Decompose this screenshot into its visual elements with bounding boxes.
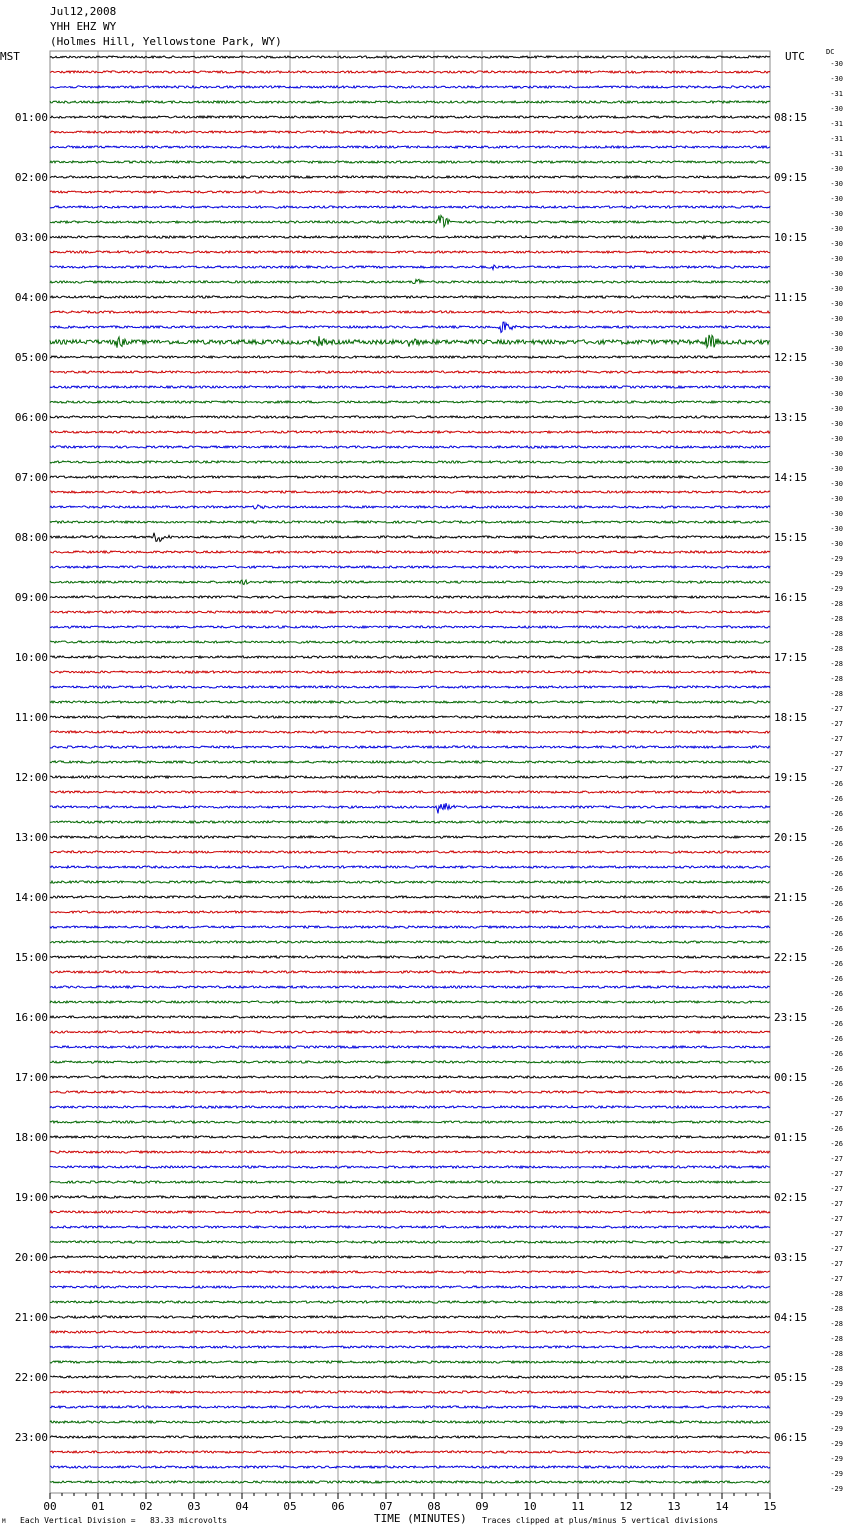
trace-line [50, 1136, 770, 1138]
trace-line [50, 1346, 770, 1348]
trace-line [50, 821, 770, 823]
mst-hour-label: 13:00 [14, 831, 48, 844]
trace-line [50, 956, 770, 958]
dc-offset-label: -30 [830, 330, 843, 338]
trace-line [50, 279, 770, 283]
dc-offset-label: -28 [830, 660, 843, 668]
mst-hour-label: 02:00 [14, 171, 48, 184]
trace-line [50, 1091, 770, 1093]
dc-offset-label: -30 [830, 75, 843, 83]
trace-line [50, 176, 770, 178]
x-tick-label: 15 [763, 1500, 777, 1513]
trace-line [50, 371, 770, 373]
utc-hour-label: 05:15 [774, 1371, 808, 1384]
dc-offset-label: -30 [830, 225, 843, 233]
dc-offset-label: -26 [830, 1035, 843, 1043]
trace-line [50, 580, 770, 585]
mst-hour-label: 15:00 [14, 951, 48, 964]
dc-offset-label: -26 [830, 795, 843, 803]
dc-offset-label: -28 [830, 690, 843, 698]
dc-offset-label: -31 [830, 150, 843, 158]
trace-line [50, 746, 770, 748]
trace-line [50, 1286, 770, 1288]
dc-offset-label: -26 [830, 870, 843, 878]
trace-line [50, 416, 770, 418]
dc-offset-label: -26 [830, 975, 843, 983]
dc-offset-label: -30 [830, 60, 843, 68]
x-tick-label: 12 [619, 1500, 633, 1513]
utc-hour-label: 09:15 [774, 171, 808, 184]
dc-offset-label: -27 [830, 1260, 843, 1268]
mst-hour-label: 14:00 [14, 891, 48, 904]
dc-offset-label: -30 [830, 525, 843, 533]
dc-offset-label: -28 [830, 630, 843, 638]
trace-line [50, 1226, 770, 1228]
dc-offset-label: -29 [830, 1425, 843, 1433]
dc-offset-label: -26 [830, 1080, 843, 1088]
trace-line [50, 971, 770, 973]
date-label: Jul12,2008 [50, 5, 117, 18]
trace-line [50, 356, 770, 358]
utc-hour-label: 21:15 [774, 891, 808, 904]
trace-line [50, 1031, 770, 1033]
trace-line [50, 431, 770, 433]
mst-hour-label: 10:00 [14, 651, 48, 664]
mst-hour-label: 23:00 [14, 1431, 48, 1444]
trace-line [50, 1376, 770, 1378]
dc-offset-label: -30 [830, 390, 843, 398]
trace-line [50, 461, 770, 463]
trace-line [50, 1211, 770, 1213]
utc-hour-label: 06:15 [774, 1431, 808, 1444]
dc-offset-label: -26 [830, 990, 843, 998]
trace-line [50, 1466, 770, 1468]
trace-line [50, 731, 770, 733]
trace-line [50, 1061, 770, 1063]
dc-offset-label: -30 [830, 540, 843, 548]
trace-line [50, 146, 770, 148]
utc-hour-label: 03:15 [774, 1251, 808, 1264]
trace-line [50, 1421, 770, 1423]
x-tick-label: 08 [427, 1500, 441, 1513]
dc-offset-label: -30 [830, 435, 843, 443]
trace-line [50, 311, 770, 313]
trace-line [50, 881, 770, 883]
trace-line [50, 1391, 770, 1393]
x-tick-label: 07 [379, 1500, 393, 1513]
trace-line [50, 1151, 770, 1153]
dc-offset-label: -28 [830, 1290, 843, 1298]
utc-hour-label: 13:15 [774, 411, 808, 424]
x-axis-title: TIME (MINUTES) [374, 1512, 467, 1525]
dc-offset-label: -29 [830, 1485, 843, 1493]
trace-line [50, 776, 770, 778]
x-tick-label: 11 [571, 1500, 585, 1513]
trace-line [50, 671, 770, 673]
dc-offset-label: -27 [830, 1170, 843, 1178]
trace-line [50, 803, 770, 813]
dc-offset-label: -30 [830, 450, 843, 458]
trace-line [50, 896, 770, 898]
trace-line [50, 56, 770, 58]
trace-line [50, 986, 770, 988]
dc-offset-label: -28 [830, 645, 843, 653]
x-tick-label: 14 [715, 1500, 729, 1513]
x-tick-label: 01 [91, 1500, 105, 1513]
trace-line [50, 866, 770, 868]
trace-line [50, 236, 770, 239]
dc-offset-label: -30 [830, 495, 843, 503]
trace-line [50, 1301, 770, 1303]
trace-line [50, 206, 770, 208]
mst-hour-label: 22:00 [14, 1371, 48, 1384]
utc-hour-label: 01:15 [774, 1131, 808, 1144]
dc-offset-label: -29 [830, 1395, 843, 1403]
dc-offset-label: -29 [830, 585, 843, 593]
utc-hour-label: 02:15 [774, 1191, 808, 1204]
trace-line [50, 265, 770, 270]
dc-offset-label: -26 [830, 780, 843, 788]
dc-offset-label: -30 [830, 420, 843, 428]
trace-line [50, 476, 770, 478]
trace-line [50, 131, 770, 133]
corner-mark: M [2, 1518, 6, 1525]
dc-offset-label: -31 [830, 120, 843, 128]
x-tick-label: 03 [187, 1500, 201, 1513]
trace-line [50, 386, 770, 388]
x-tick-label: 10 [523, 1500, 537, 1513]
dc-offset-label: -30 [830, 240, 843, 248]
trace-line [50, 941, 770, 943]
trace-line [50, 1121, 770, 1123]
dc-offset-label: -29 [830, 555, 843, 563]
trace-line [50, 71, 770, 73]
dc-offset-label: -26 [830, 1020, 843, 1028]
dc-offset-label: -26 [830, 825, 843, 833]
dc-offset-label: -30 [830, 180, 843, 188]
station-label: YHH EHZ WY [50, 20, 117, 33]
dc-offset-label: -30 [830, 405, 843, 413]
utc-hour-label: 15:15 [774, 531, 808, 544]
dc-offset-label: -27 [830, 1275, 843, 1283]
trace-line [50, 1181, 770, 1183]
mst-hour-label: 16:00 [14, 1011, 48, 1024]
dc-offset-label: -29 [830, 1470, 843, 1478]
trace-line [50, 1256, 770, 1258]
trace-line [50, 836, 770, 838]
trace-line [50, 611, 770, 613]
dc-offset-label: -30 [830, 270, 843, 278]
dc-offset-label: -30 [830, 300, 843, 308]
mst-hour-label: 04:00 [14, 291, 48, 304]
dc-offset-label: -27 [830, 1215, 843, 1223]
dc-offset-label: -28 [830, 675, 843, 683]
dc-offset-label: -30 [830, 510, 843, 518]
trace-line [50, 191, 770, 193]
dc-axis-label: DC [826, 48, 835, 56]
trace-line [50, 686, 770, 688]
trace-line [50, 1196, 770, 1198]
trace-line [50, 1076, 770, 1078]
trace-line [50, 1016, 770, 1018]
dc-offset-label: -26 [830, 855, 843, 863]
dc-offset-label: -30 [830, 255, 843, 263]
utc-hour-label: 16:15 [774, 591, 808, 604]
trace-line [50, 596, 770, 598]
dc-offset-label: -31 [830, 90, 843, 98]
dc-offset-label: -26 [830, 1095, 843, 1103]
trace-line [50, 335, 770, 348]
utc-hour-label: 12:15 [774, 351, 808, 364]
mst-hour-label: 07:00 [14, 471, 48, 484]
clip-note: Traces clipped at plus/minus 5 vertical divisions [482, 1516, 719, 1525]
dc-offset-label: -29 [830, 570, 843, 578]
dc-offset-label: -26 [830, 1050, 843, 1058]
dc-offset-label: -27 [830, 1110, 843, 1118]
dc-offset-label: -26 [830, 1065, 843, 1073]
trace-line [50, 491, 770, 493]
trace-line [50, 1241, 770, 1243]
mst-hour-label: 09:00 [14, 591, 48, 604]
x-tick-label: 00 [43, 1500, 57, 1513]
mst-axis-label: MST [0, 50, 20, 63]
trace-line [50, 551, 770, 553]
dc-offset-label: -26 [830, 960, 843, 968]
trace-line [50, 911, 770, 913]
trace-line [50, 215, 770, 226]
dc-offset-label: -26 [830, 810, 843, 818]
dc-offset-label: -30 [830, 480, 843, 488]
trace-line [50, 1361, 770, 1363]
dc-offset-label: -28 [830, 1365, 843, 1373]
dc-offset-label: -28 [830, 1350, 843, 1358]
dc-offset-label: -27 [830, 1155, 843, 1163]
trace-line [50, 1451, 770, 1453]
mst-hour-label: 20:00 [14, 1251, 48, 1264]
utc-hour-label: 17:15 [774, 651, 808, 664]
trace-line [50, 251, 770, 253]
mst-hour-label: 08:00 [14, 531, 48, 544]
utc-hour-label: 10:15 [774, 231, 808, 244]
x-tick-label: 02 [139, 1500, 153, 1513]
dc-offset-label: -29 [830, 1380, 843, 1388]
utc-hour-label: 18:15 [774, 711, 808, 724]
dc-offset-label: -27 [830, 705, 843, 713]
dc-offset-label: -26 [830, 945, 843, 953]
trace-line [50, 1106, 770, 1108]
dc-offset-label: -26 [830, 885, 843, 893]
utc-hour-label: 22:15 [774, 951, 808, 964]
mst-hour-label: 21:00 [14, 1311, 48, 1324]
dc-offset-label: -26 [830, 1140, 843, 1148]
dc-offset-label: -29 [830, 1455, 843, 1463]
trace-line [50, 926, 770, 928]
dc-offset-label: -26 [830, 1005, 843, 1013]
trace-line [50, 716, 770, 718]
dc-offset-label: -29 [830, 1440, 843, 1448]
trace-line [50, 101, 770, 103]
mst-hour-label: 12:00 [14, 771, 48, 784]
trace-line [50, 161, 770, 163]
utc-hour-label: 14:15 [774, 471, 808, 484]
trace-line [50, 1481, 770, 1483]
mst-hour-label: 06:00 [14, 411, 48, 424]
trace-line [50, 701, 770, 703]
dc-offset-label: -27 [830, 765, 843, 773]
dc-offset-label: -30 [830, 285, 843, 293]
utc-hour-label: 19:15 [774, 771, 808, 784]
dc-offset-label: -27 [830, 1245, 843, 1253]
dc-offset-label: -28 [830, 615, 843, 623]
dc-offset-label: -30 [830, 105, 843, 113]
dc-offset-label: -30 [830, 465, 843, 473]
dc-offset-label: -30 [830, 345, 843, 353]
dc-offset-label: -28 [830, 600, 843, 608]
x-tick-label: 05 [283, 1500, 297, 1513]
trace-line [50, 533, 770, 542]
location-label: (Holmes Hill, Yellowstone Park, WY) [50, 35, 282, 48]
utc-hour-label: 23:15 [774, 1011, 808, 1024]
trace-line [50, 1436, 770, 1438]
dc-offset-label: -26 [830, 1125, 843, 1133]
trace-line [50, 1166, 770, 1168]
utc-hour-label: 08:15 [774, 111, 808, 124]
x-tick-label: 09 [475, 1500, 489, 1513]
dc-offset-label: -30 [830, 165, 843, 173]
mst-hour-label: 18:00 [14, 1131, 48, 1144]
dc-offset-label: -30 [830, 375, 843, 383]
dc-offset-label: -31 [830, 135, 843, 143]
trace-line [50, 446, 770, 448]
trace-line [50, 656, 770, 658]
trace-line [50, 626, 770, 628]
trace-line [50, 641, 770, 643]
trace-line [50, 1046, 770, 1048]
mst-hour-label: 17:00 [14, 1071, 48, 1084]
dc-offset-label: -28 [830, 1335, 843, 1343]
trace-line [50, 566, 770, 568]
dc-offset-label: -28 [830, 1305, 843, 1313]
x-tick-label: 06 [331, 1500, 345, 1513]
trace-line [50, 116, 770, 118]
dc-offset-label: -30 [830, 210, 843, 218]
mst-hour-label: 19:00 [14, 1191, 48, 1204]
trace-line [50, 851, 770, 853]
trace-line [50, 1406, 770, 1408]
dc-offset-label: -29 [830, 1410, 843, 1418]
mst-hour-label: 03:00 [14, 231, 48, 244]
mst-hour-label: 05:00 [14, 351, 48, 364]
dc-offset-label: -26 [830, 915, 843, 923]
trace-line [50, 521, 770, 523]
mst-hour-label: 11:00 [14, 711, 48, 724]
trace-line [50, 296, 770, 298]
dc-offset-label: -27 [830, 750, 843, 758]
trace-line [50, 1271, 770, 1273]
dc-offset-label: -27 [830, 735, 843, 743]
mst-hour-label: 01:00 [14, 111, 48, 124]
trace-line [50, 1001, 770, 1003]
utc-hour-label: 04:15 [774, 1311, 808, 1324]
trace-line [50, 322, 770, 332]
dc-offset-label: -26 [830, 840, 843, 848]
scale-note: Each Vertical Division = 83.33 microvolts [20, 1516, 228, 1525]
dc-offset-label: -30 [830, 360, 843, 368]
dc-offset-label: -27 [830, 720, 843, 728]
utc-hour-label: 00:15 [774, 1071, 808, 1084]
dc-offset-label: -27 [830, 1200, 843, 1208]
x-tick-label: 13 [667, 1500, 681, 1513]
trace-line [50, 761, 770, 763]
dc-offset-label: -26 [830, 900, 843, 908]
trace-line [50, 86, 770, 88]
trace-line [50, 791, 770, 793]
trace-line [50, 1331, 770, 1333]
utc-axis-label: UTC [785, 50, 805, 63]
dc-offset-label: -27 [830, 1230, 843, 1238]
utc-hour-label: 11:15 [774, 291, 808, 304]
trace-line [50, 1316, 770, 1318]
dc-offset-label: -30 [830, 195, 843, 203]
trace-line [50, 505, 770, 509]
x-tick-label: 04 [235, 1500, 249, 1513]
dc-offset-label: -28 [830, 1320, 843, 1328]
trace-line [50, 401, 770, 403]
dc-offset-label: -27 [830, 1185, 843, 1193]
dc-offset-label: -26 [830, 930, 843, 938]
dc-offset-label: -30 [830, 315, 843, 323]
utc-hour-label: 20:15 [774, 831, 808, 844]
